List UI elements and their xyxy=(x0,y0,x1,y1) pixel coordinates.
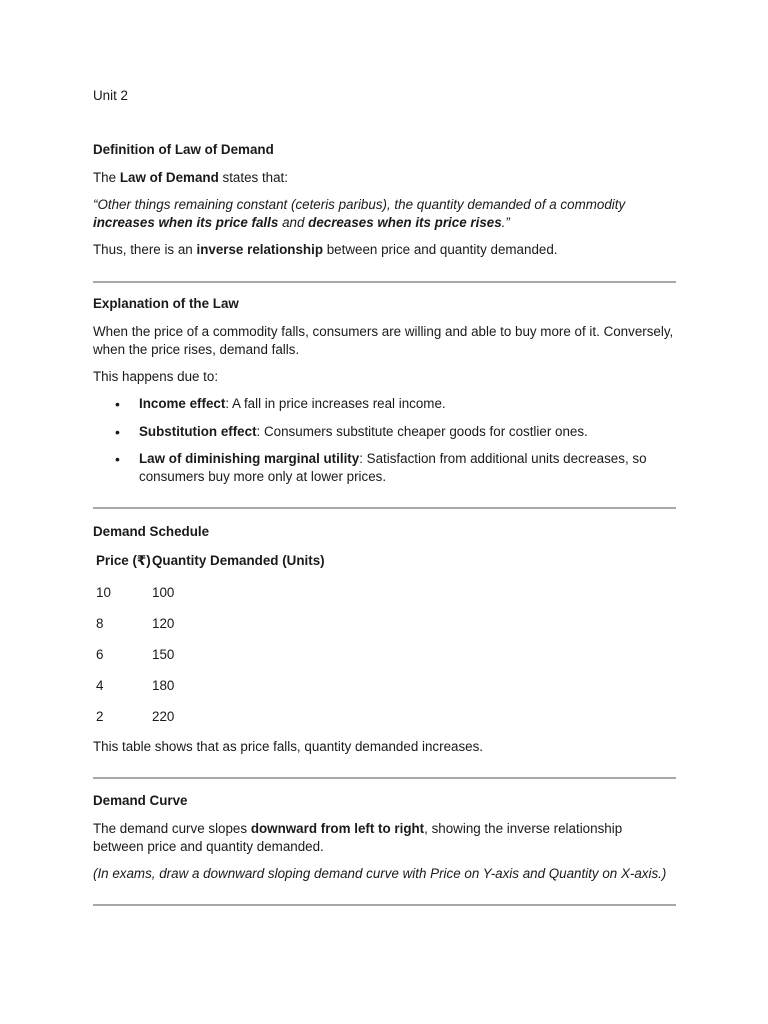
unit-label: Unit 2 xyxy=(93,88,128,103)
table-cell-price: 8 xyxy=(96,616,104,631)
definition-heading: Definition of Law of Demand xyxy=(93,142,274,157)
table-cell-price: 4 xyxy=(96,678,104,693)
table-cell-quantity: 180 xyxy=(152,678,175,693)
bullet-substitution-effect: Substitution effect: Consumers substitute cheaper goods for costlier ones. xyxy=(139,424,588,439)
table-cell-quantity: 120 xyxy=(152,616,175,631)
definition-intro: The Law of Demand states that: xyxy=(93,170,289,185)
explanation-paragraph: When the price of a commodity falls, consumers are willing and able to buy more of it. Conversely, when the price rises, demand falls. xyxy=(93,324,674,357)
bullet-income-effect: Income effect: A fall in price increases real income. xyxy=(139,396,446,411)
table-cell-quantity: 220 xyxy=(152,709,175,724)
table-header-price: Price (₹) xyxy=(96,553,151,568)
exam-note: (In exams, draw a downward sloping demand curve with Price on Y-axis and Quantity on X-axis.) xyxy=(93,866,667,881)
definition-quote: “Other things remaining constant (ceteris paribus), the quantity demanded of a commodity increases when its price falls and decreases when its price rises.” xyxy=(93,197,626,230)
section-divider xyxy=(93,281,676,283)
schedule-heading: Demand Schedule xyxy=(93,524,210,539)
table-cell-quantity: 150 xyxy=(152,647,175,662)
table-header-quantity: Quantity Demanded (Units) xyxy=(152,553,325,568)
table-cell-price: 2 xyxy=(96,709,104,724)
table-cell-price: 6 xyxy=(96,647,104,662)
explanation-heading: Explanation of the Law xyxy=(93,296,239,311)
inverse-relationship-text: Thus, there is an inverse relationship between price and quantity demanded. xyxy=(93,242,558,257)
bullet-icon xyxy=(115,450,123,469)
curve-paragraph: The demand curve slopes downward from left to right, showing the inverse relationship between price and quantity demanded. xyxy=(93,821,623,854)
bullet-diminishing-utility: Law of diminishing marginal utility: Satisfaction from additional units decreases, so consumers buy more only at lower prices. xyxy=(139,451,647,484)
bullet-icon xyxy=(115,423,123,442)
table-cell-quantity: 100 xyxy=(152,585,175,600)
table-cell-price: 10 xyxy=(96,585,111,600)
schedule-note: This table shows that as price falls, quantity demanded increases. xyxy=(93,739,484,754)
section-divider xyxy=(93,777,676,779)
section-divider xyxy=(93,904,676,906)
section-divider xyxy=(93,507,676,509)
bullet-icon xyxy=(115,395,123,414)
due-to-text: This happens due to: xyxy=(93,369,219,384)
law-of-demand-term: Law of Demand xyxy=(119,170,219,185)
curve-heading: Demand Curve xyxy=(93,793,188,808)
